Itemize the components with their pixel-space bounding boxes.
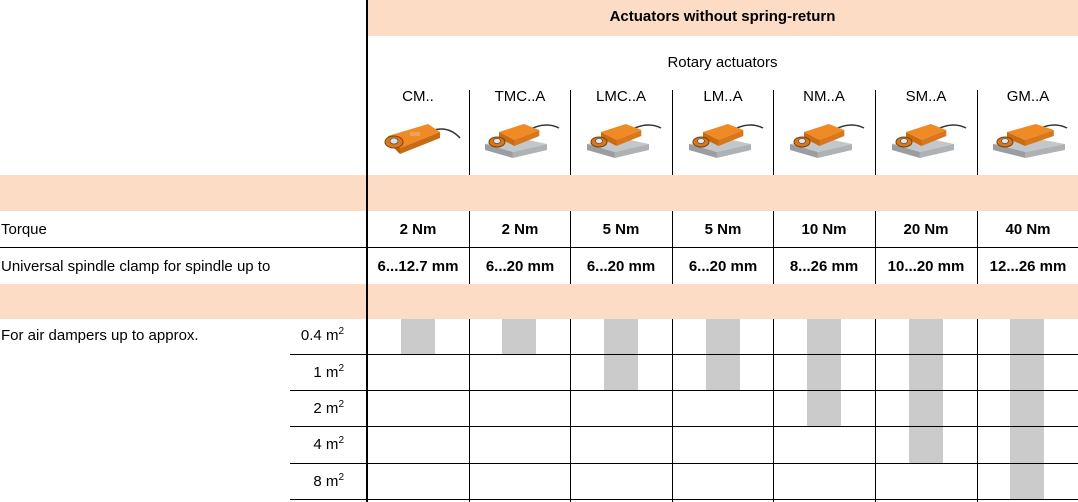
torque-value: 5 Nm (602, 221, 640, 238)
clamp-value: 6...20 mm (586, 258, 656, 275)
torque-value: 40 Nm (1005, 221, 1051, 238)
rule-area-5 (290, 499, 1078, 500)
torque-value: 5 Nm (704, 221, 742, 238)
dampers-label: For air dampers up to approx. (1, 327, 199, 344)
area-label: 1 $m^2$ (313, 363, 344, 381)
product-name: GM..A (1006, 88, 1050, 105)
subgroup-title: Rotary actuators (667, 54, 778, 71)
clamp-value: 8...26 mm (789, 258, 859, 275)
clamp-label: Universal spindle clamp for spindle up to (1, 258, 271, 275)
product-name: LMC..A (595, 88, 646, 105)
column-divider (570, 319, 571, 502)
tmc-actuator-image (475, 112, 565, 167)
clamp-value: 12...26 mm (989, 258, 1067, 275)
clamp-value: 6...20 mm (688, 258, 758, 275)
torque-value: 20 Nm (903, 221, 949, 238)
damper-range-bar (1010, 319, 1044, 499)
torque-value: 10 Nm (801, 221, 847, 238)
damper-range-bar (807, 319, 841, 426)
sm-actuator-image (882, 112, 972, 167)
product-name: SM..A (905, 88, 947, 105)
gm-actuator-image (983, 112, 1073, 167)
cm-actuator-image (374, 112, 464, 167)
column-divider (977, 319, 978, 502)
damper-range-bar (502, 319, 536, 354)
rule-area-2 (290, 390, 1078, 391)
nm-actuator-image (780, 112, 870, 167)
torque-label: Torque (1, 221, 47, 238)
torque-value: 2 Nm (501, 221, 539, 238)
damper-range-bar (909, 319, 943, 463)
section-band-1 (0, 175, 1078, 211)
clamp-value: 6...12.7 mm (377, 258, 459, 275)
area-label: 0.4 $m^2$ (300, 326, 344, 344)
product-name: TMC..A (494, 88, 546, 105)
clamp-value: 6...20 mm (485, 258, 555, 275)
column-divider (672, 319, 673, 502)
column-divider (469, 319, 470, 502)
torque-value: 2 Nm (399, 221, 437, 238)
product-name: NM..A (803, 88, 845, 105)
product-name: LM..A (703, 88, 743, 105)
rule-area-4 (290, 463, 1078, 464)
section-band-2 (0, 284, 1078, 319)
rule-area-1 (290, 354, 1078, 355)
rule-area-3 (290, 426, 1078, 427)
area-label: 4 $m^2$ (313, 435, 344, 453)
area-label: 8 $m^2$ (313, 472, 344, 490)
damper-range-bar (401, 319, 435, 354)
column-divider (875, 319, 876, 502)
rule-torque-bottom (0, 247, 1078, 248)
lm-actuator-image (679, 112, 769, 167)
product-name: CM.. (402, 88, 434, 105)
group-title: Actuators without spring-return (609, 8, 836, 25)
area-label: 2 $m^2$ (313, 399, 344, 417)
clamp-value: 10...20 mm (887, 258, 965, 275)
column-divider (773, 319, 774, 502)
lmc-actuator-image (577, 112, 667, 167)
